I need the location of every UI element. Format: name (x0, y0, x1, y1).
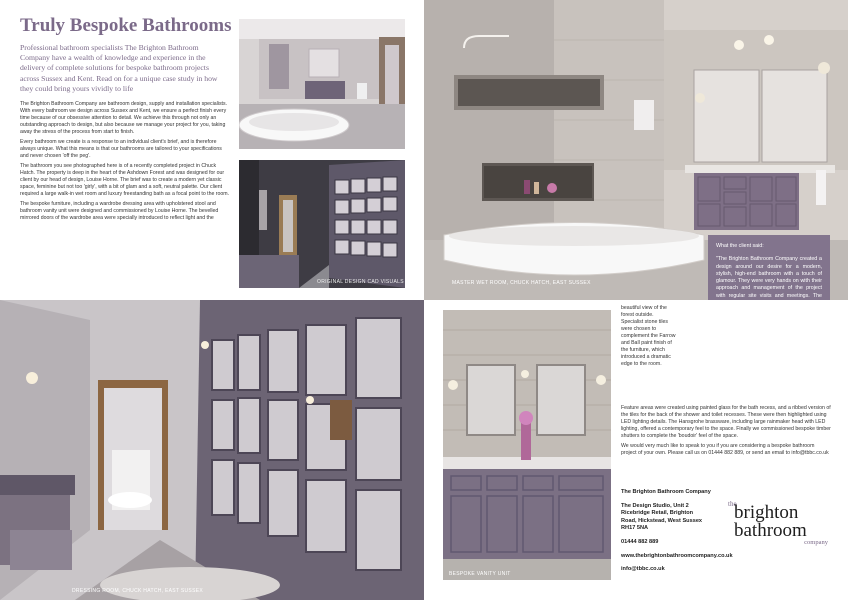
paragraph: The Brighton Bathroom Company are bathroom design, supply and installation specialists. With every bathroom we design across Sussex and Kent, we ensure a perfect finish every time because of our obsessive attention to detail. We achieve this through not only an outstanding approach to design, but also because we manage your project for you, taking away the stress of the process from start to finish. (20, 101, 228, 135)
body-copy (20, 101, 230, 225)
company-logo (728, 500, 834, 546)
intro-text: Professional bathroom specialists The Brighton Bathroom Company have a wealth of knowledge and experience in the delivery of complete solutions for bespoke bathroom projects across Sussex and Kent. Read on for a unique case study in how they could bring yours vividly to life (20, 43, 218, 93)
company-name: The Brighton Bathroom Company (621, 489, 711, 495)
paragraph: The bathroom you see photographed here is of a recently completed project in Chuck Hatch. The property is deep in the heart of the Ashdown Forest and was designed for our client by our head of design, Louise Horne. The brief was to create a modern yet classic space, feminine but not too 'girly', with a bit of glam and a soft, neutral palette. Our client required a large walk-in wet room and luxury freestanding bath as a focal point to the room. (20, 163, 230, 197)
photo-caption: DRESSING ROOM, CHUCK HATCH, EAST SUSSEX (72, 588, 203, 594)
address-line: RH17 5NA (621, 525, 649, 532)
email-link[interactable]: info@tbbc.co.uk (621, 566, 665, 573)
quote-text: "The Brighton Bathroom Company created a design around our desire for a modern, stylish, high-end bathroom with a touch of glamour. They were very hands on with their approach and management of the project with regular site visits and meetings. The (716, 256, 822, 299)
logo-wordmark: brighton bathroom (734, 502, 807, 541)
cad-visual-photo-2 (239, 160, 405, 288)
body-copy (621, 405, 831, 460)
address-line: Road, Hickstead, West Sussex (621, 517, 703, 524)
vanity-unit-photo (443, 310, 611, 580)
photo-caption: MASTER WET ROOM, CHUCK HATCH, EAST SUSSEX (452, 280, 591, 286)
phone-number: 01444 882 889 (621, 538, 659, 545)
cad-visual-photo-1 (239, 19, 405, 149)
paragraph: We would very much like to speak to you if you are considering a bespoke bathroom project of your own. Please call us on 01444 882 889, or send an email to info@tbbc.co.uk (621, 443, 829, 456)
logo-the: the (728, 500, 737, 508)
page-title: Truly Bespoke Bathrooms (20, 15, 232, 36)
paragraph: Feature areas were created using painted glass for the bath recess, and a ribbed version of the tiles for the back of the shower and toilet recesses. These were then highlighted using LED lighting details. The Hansgrohe brassware, including large rainmaker head with LED lighting, offered a contemporary feel to the space. Finally we commissioned bespoke timber shutters to complete the 'boudoir' feel of the space. (621, 405, 831, 439)
address-line: Ricebridge Retail, Brighton (621, 510, 694, 517)
paragraph: Every bathroom we create is a response to an individual client's brief, and is therefore always unique. What this means is that our bathrooms are tailored to your specifications and never chosen 'off the peg'. (20, 139, 222, 159)
photo-caption: BESPOKE VANITY UNIT (449, 571, 511, 577)
quote-heading: What the client said: (716, 243, 764, 249)
paragraph: The bespoke furniture, including a wardrobe dressing area with upholstered stool and bathroom vanity unit were designed and commissioned by Louise Horne. The bevelled mirrored doors of the wardrobe area were specially introduced to reflect light and the (20, 201, 219, 221)
company-contact (621, 489, 741, 574)
dressing-room-photo (0, 300, 424, 600)
page-1 (0, 0, 424, 300)
photo-caption: ORIGINAL DESIGN CAD VISUALS (317, 279, 404, 285)
logo-company: company (804, 539, 828, 546)
continued-text: beautiful view of the forest outside. Specialist stone tiles were chosen to complement the Farrow and Ball paint finish of the furniture, which introduced a dramatic edge to the room. (621, 305, 676, 367)
address-line: The Design Studio, Unit 2 (621, 502, 689, 509)
website-link[interactable]: www.thebrightonbathroomcompany.co.uk (621, 552, 733, 559)
page-3 (0, 300, 424, 600)
